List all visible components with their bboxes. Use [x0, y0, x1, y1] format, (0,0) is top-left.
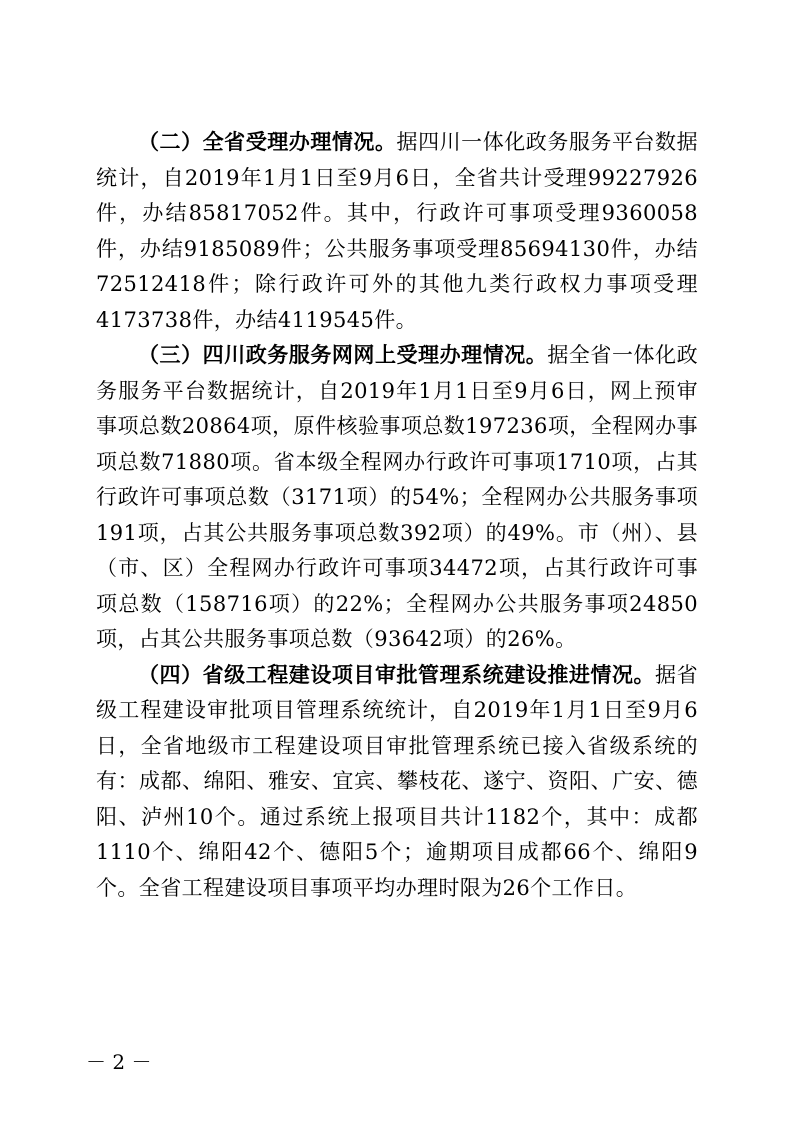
paragraph-online-service-status — [96, 338, 698, 658]
paragraph-text: 据全省一体化政务服务平台数据统计，自2019年1月1日至9月6日，网上预审事项总数20864项，原件核验事项总数197236项，全程网办事项总数71880项。省本级全程网办行政许可事项1710项，占其行政许可事项总数（3171项）的54%；全程网办公共服务事项191项，占其公共服务事项总数392项）的49%。市（州）、县（市、区）全程网办行政许可事项34472项，占其行政许可事项总数（158716项）的22%；全程网办公共服务事项24850项，占其公共服务事项总数（93642项）的26%。 — [96, 343, 698, 651]
paragraph-construction-approval-status — [96, 658, 698, 907]
document-body — [96, 125, 698, 906]
page-number: － 2 － — [86, 1050, 152, 1074]
paragraph-acceptance-status — [96, 125, 698, 338]
paragraph-heading: （四）省级工程建设项目审批管理系统建设推进情况。 — [138, 662, 656, 687]
paragraph-heading: （三）四川政务服务网网上受理办理情况。 — [138, 343, 548, 367]
paragraph-heading: （二）全省受理办理情况。 — [138, 130, 397, 154]
paragraph-text: 据四川一体化政务服务平台数据统计，自2019年1月1日至9月6日，全省共计受理99227926件，办结85817052件。其中，行政许可事项受理9360058件，办结9185089件；公共服务事项受理85694130件，办结72512418件；除行政许可外的其他九类行政权力事项受理4173738件，办结4119545件。 — [96, 130, 698, 332]
paragraph-text: 据省级工程建设审批项目管理系统统计，自2019年1月1日至9月6日，全省地级市工程建设项目审批管理系统已接入省级系统的有：成都、绵阳、雅安、宜宾、攀枝花、遂宁、资阳、广安、德阳、泸州10个。通过系统上报项目共计1182个，其中：成都1110个、绵阳42个、德阳5个；逾期项目成都66个、绵阳9个。全省工程建设项目事项平均办理时限为26个工作日。 — [96, 662, 698, 900]
